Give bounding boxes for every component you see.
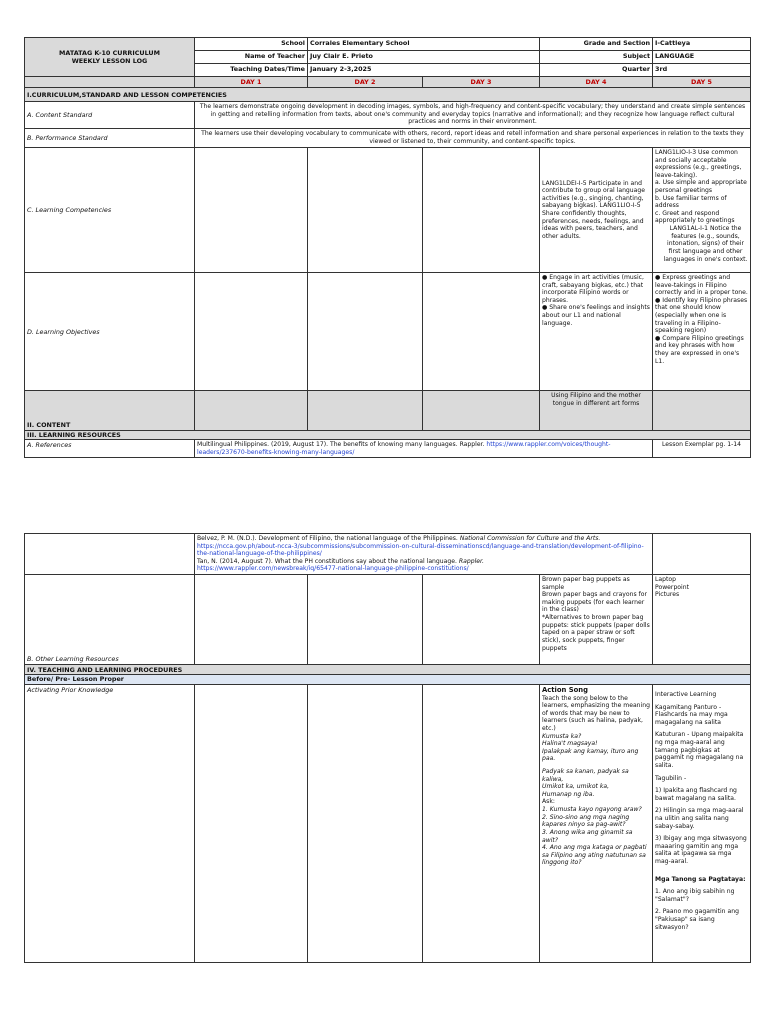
ref2-a-link[interactable]: https://ncca.gov.ph/about-ncca-3/subcommissions/subcommission-on-cultural-disseminationscd/language-and-translation/development-of-filipino-the-national-language-of-the-philippines/: [197, 542, 644, 558]
day5-question-title: Mga Tanong sa Pagtataya:: [655, 875, 746, 883]
content-day3: [423, 391, 540, 431]
lesson-log-table-1: [24, 37, 751, 458]
dates-label: Teaching Dates/Time: [195, 64, 308, 77]
competencies-day1: [195, 148, 308, 273]
day-2-header: DAY 2: [308, 77, 423, 88]
ref2-a: Belvez, P. M. (N.D.). Development of Filipino, the national language of the Philippines.: [197, 535, 460, 542]
competencies-day3: [423, 148, 540, 273]
day-header-blank: [25, 77, 195, 88]
grade-label: Grade and Section: [540, 38, 653, 51]
objectives-day5: [653, 273, 751, 391]
references-day5: Lesson Exemplar pg. 1-14: [653, 440, 751, 458]
dates-value: January 2-3,2025: [308, 64, 540, 77]
quarter-value: 3rd: [653, 64, 751, 77]
activating-day4: [540, 685, 653, 963]
log-title: MATATAG K-10 CURRICULUM WEEKLY LESSON LOG: [25, 38, 195, 77]
day5-kagamitan: Kagamitang Panturo - Flashcards na may mga magagalang na salita: [655, 703, 728, 726]
other-resources-day5: Laptop Powerpoint Pictures: [653, 575, 751, 665]
day-5-header: DAY 5: [653, 77, 751, 88]
subject-label: Subject: [540, 51, 653, 64]
competencies-day2: [308, 148, 423, 273]
day5-katuturan: Katuturan - Upang maipakita ng mga mag-aaral ang tamang pagbigkas at paggamit ng magagalang na salita.: [655, 731, 744, 769]
objective-item: ● Identify key Filipino phrases that one should know (especially when one is traveling in a Filipino-speaking region): [655, 297, 748, 335]
objective-item: ● Engage in art activities (music, craft, sabayang bigkas, etc.) that incorporate Filipino words or phrases.: [542, 274, 650, 304]
teacher-value: Juy Clair E. Prieto: [308, 51, 540, 64]
references-continued-day5: [653, 534, 751, 575]
objective-item: ● Share one's feelings and insights about our L1 and national language.: [542, 304, 650, 327]
content-label: II. CONTENT: [25, 391, 195, 431]
section-resources: III. LEARNING RESOURCES: [25, 431, 751, 440]
day5-question-1: 1. Ano ang ibig sabihin ng "Salamat"?: [655, 888, 735, 903]
other-resources-day3: [423, 575, 540, 665]
day5-interactive: Interactive Learning: [655, 691, 717, 699]
references-citation: Multilingual Philippines. (2019, August 17). The benefits of knowing many languages. Rappler.: [197, 441, 487, 448]
song-questions: 1. Kumusta kayo ngayong araw? 2. Sino-sino ang mga naging kapares ninyo sa pag-awit? 3. Anong wika ang ginamit sa awit? 4. Ano ang mga kataga or pagbati sa Filipino ang ating natutunan sa linggong ito?: [542, 806, 647, 867]
day-4-header: DAY 4: [540, 77, 653, 88]
performance-standard-text: The learners use their developing vocabulary to communicate with others, record, report ideas and retell information and share personal experiences in relation to the texts they viewed or listened to, their community, and content-specific topics.: [195, 129, 751, 148]
activating-day1: [195, 685, 308, 963]
competencies-day5: [653, 148, 751, 273]
references-text: [195, 440, 653, 458]
performance-standard-label: B. Performance Standard: [25, 129, 195, 148]
ref2-b-link[interactable]: https://www.rappler.com/newsbreak/iq/65477-national-language-philippine-constitutions/: [197, 565, 469, 573]
objective-item: ● Express greetings and leave-takings in Filipino correctly and in a proper tone.: [655, 274, 748, 297]
song-lyrics-2: Padyak sa kanan, padyak sa kaliwa, Umikot ka, umikot ka, Humanap ng iba.: [542, 768, 629, 798]
content-standard-text: The learners demonstrate ongoing development in decoding images, symbols, and high-frequency and content-specific vocabulary; they understand and create simple sentences in getting and retelling information from texts, about one's community and everyday topics (narrative and informational); and they recognize how language reflect cultural practices and norms in their environment.: [195, 102, 751, 129]
other-resources-label: B. Other Learning Resources: [25, 575, 195, 665]
song-lyrics-1: Kumusta ka? Halina't magsaya! Ipalakpak ang kamay, ituro ang paa.: [542, 732, 639, 763]
day-3-header: DAY 3: [423, 77, 540, 88]
ref2-a-source: National Commission for Culture and the Arts.: [459, 535, 601, 542]
lesson-log-table-2: [24, 533, 751, 963]
content-standard-label: A. Content Standard: [25, 102, 195, 129]
content-day4: Using Filipino and the mother tongue in different art forms: [540, 391, 653, 431]
objectives-day2: [308, 273, 423, 391]
action-song-intro: Teach the song below to the learners, emphasizing the meaning of words that may be new to learners (such as halina, padyak, etc.): [542, 694, 650, 732]
teacher-label: Name of Teacher: [195, 51, 308, 64]
day5-tagubilin: Tagubilin -: [655, 774, 687, 782]
references-continued-text: [195, 534, 653, 575]
lesson-log-page-1: [24, 37, 750, 458]
day-1-header: DAY 1: [195, 77, 308, 88]
activating-day2: [308, 685, 423, 963]
subject-value: LANGUAGE: [653, 51, 751, 64]
day5-step-3: 3) Ibigay ang mga sitwasyong maaaring gamitin ang mga salita at ipagawa sa mga mag-aaral.: [655, 835, 747, 866]
other-resources-day2: [308, 575, 423, 665]
objective-item: ● Compare Filipino greetings and key phrases with how they are expressed in one's L1.: [655, 335, 748, 365]
content-day5: [653, 391, 751, 431]
ref2-b-source: Rappler.: [458, 557, 484, 565]
day5-step-2: 2) Hilingin sa mga mag-aaral na ulitin ang salita nang sabay-sabay.: [655, 807, 744, 830]
lesson-log-page-2: [24, 533, 750, 963]
competencies-day5-a: LANG1LIO-I-3 Use common and socially acceptable expressions (e.g., greetings, leave-taking). a. Use simple and appropriate personal greetings b. Use familiar terms of address c. Greet and respond appropriately to greetings: [655, 149, 747, 225]
activating-day3: [423, 685, 540, 963]
objectives-day3: [423, 273, 540, 391]
content-day2: [308, 391, 423, 431]
action-song-title: Action Song: [542, 686, 589, 695]
day5-step-1: 1) Ipakita ang flashcard ng bawat magalang na salita.: [655, 787, 737, 802]
objectives-day1: [195, 273, 308, 391]
other-resources-day1: [195, 575, 308, 665]
section-curriculum: I.CURRICULUM,STANDARD AND LESSON COMPETENCIES: [25, 88, 751, 102]
references-continued-label: [25, 534, 195, 575]
school-label: School: [195, 38, 308, 51]
references-link[interactable]: https://www.rappler.com/voices/thought-leaders/237670-benefits-knowing-many-languages/: [197, 441, 611, 456]
quarter-label: Quarter: [540, 64, 653, 77]
ref2-b: Tan, N. (2014, August 7). What the PH constitutions say about the national language.: [197, 557, 459, 565]
grade-value: I-Cattleya: [653, 38, 751, 51]
competencies-day5-b: LANG1AL-I-1 Notice the features (e.g., sounds, intonation, signs) of their first language and other languages in one's context.: [663, 225, 748, 263]
before-lesson-header: Before/ Pre- Lesson Proper: [25, 675, 751, 685]
school-value: Corrales Elementary School: [308, 38, 540, 51]
activating-day5: [653, 685, 751, 963]
competencies-day4: LANG1LDEI-I-5 Participate in and contribute to group oral language activities (e.g., singing, chanting, sabayang bigkas). LANG1LIO-I-5 Share confidently thoughts, preferences, needs, feelings, and ideas with peers, teachers, and other adults.: [540, 148, 653, 273]
competencies-label: C. Learning Competencies: [25, 148, 195, 273]
ask-label: Ask:: [542, 798, 555, 806]
other-resources-day4: Brown paper bag puppets as sample Brown paper bags and crayons for making puppets (for each learner in the class) *Alternatives to brown paper bag puppets: stick puppets (paper dolls taped on a paper straw or soft stick), sock puppets, finger puppets: [540, 575, 653, 665]
references-label: A. References: [25, 440, 195, 458]
day5-question-2: 2. Paano mo gagamitin ang "Pakiusap" sa isang sitwasyon?: [655, 908, 739, 931]
content-day1: [195, 391, 308, 431]
section-procedures: IV. TEACHING AND LEARNING PROCEDURES: [25, 665, 751, 675]
activating-label: Activating Prior Knowledge: [25, 685, 195, 963]
objectives-label: D. Learning Objectives: [25, 273, 195, 391]
objectives-day4: [540, 273, 653, 391]
